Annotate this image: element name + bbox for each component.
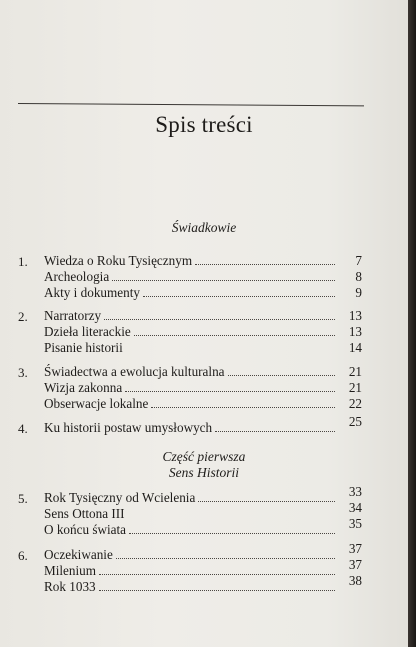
toc-entry-label: Milenium bbox=[44, 563, 97, 578]
toc-entry-label: Rok 1033 bbox=[44, 579, 96, 594]
toc-entry-label: Sens Ottona III bbox=[44, 506, 125, 521]
toc-entry-page: 21 bbox=[348, 364, 362, 379]
dot-leader bbox=[134, 334, 335, 336]
toc-entry-label: Wiedza o Roku Tysięcznym bbox=[44, 253, 193, 268]
toc-entry-label: Świadectwa a ewolucja kulturalna bbox=[44, 364, 225, 379]
toc-entry bbox=[44, 364, 362, 380]
dot-leader bbox=[99, 573, 335, 575]
toc-entry-page: 34 bbox=[348, 500, 362, 515]
dot-leader bbox=[198, 500, 335, 502]
section-heading-text: Świadkowie bbox=[171, 220, 237, 235]
toc-entry-page: 25 bbox=[348, 414, 362, 429]
chapter-number: 6. bbox=[18, 548, 28, 563]
dot-leader bbox=[151, 406, 335, 408]
toc-entry bbox=[44, 573, 362, 595]
chapter-number: 1. bbox=[18, 254, 28, 269]
chapter-number: 4. bbox=[18, 421, 28, 436]
toc-entry-label: Pisanie historii bbox=[44, 340, 123, 355]
dot-leader bbox=[104, 318, 335, 320]
toc-entry-page: 37 bbox=[348, 541, 362, 556]
toc-entry bbox=[44, 253, 362, 269]
toc-entry bbox=[44, 396, 362, 412]
toc-entry-label: Oczekiwanie bbox=[44, 547, 113, 562]
dot-leader bbox=[126, 351, 335, 352]
dot-leader bbox=[125, 390, 335, 392]
dot-leader bbox=[112, 279, 335, 281]
toc-entry-page: 33 bbox=[348, 484, 362, 499]
toc-entry bbox=[44, 308, 362, 324]
toc-entry bbox=[44, 557, 362, 579]
toc-entry-label: Ku historii postaw umysłowych bbox=[44, 420, 213, 435]
toc-entry-page: 35 bbox=[348, 516, 362, 531]
toc-entry bbox=[44, 541, 362, 563]
section-heading-part-one bbox=[0, 449, 408, 481]
page-title: Spis treści bbox=[155, 112, 253, 137]
dot-leader bbox=[215, 430, 335, 432]
toc-entry-label: Wizja zakonna bbox=[44, 380, 123, 395]
toc-entry-label: Obserwacje lokalne bbox=[44, 396, 149, 411]
toc-entry bbox=[44, 269, 362, 285]
toc-entry bbox=[44, 340, 362, 356]
toc-entry bbox=[44, 500, 362, 522]
dot-leader bbox=[129, 532, 335, 534]
toc-entry bbox=[44, 324, 362, 340]
toc-entry bbox=[44, 285, 362, 301]
toc-entry-label: Narratorzy bbox=[44, 308, 102, 323]
toc-entry bbox=[44, 414, 362, 436]
toc-entry-page: 7 bbox=[355, 253, 362, 268]
toc-entry-page: 37 bbox=[348, 557, 362, 572]
dot-leader bbox=[99, 589, 335, 591]
book-edge bbox=[408, 0, 416, 647]
toc-entry-label: Akty i dokumenty bbox=[44, 285, 140, 300]
dot-leader bbox=[228, 374, 335, 376]
chapter-number: 3. bbox=[18, 365, 28, 380]
dot-leader bbox=[143, 295, 335, 297]
toc-entry-page: 21 bbox=[348, 380, 362, 395]
section-heading-subtitle: Sens Historii bbox=[168, 465, 240, 480]
toc-entry bbox=[44, 380, 362, 396]
toc-entry-page: 22 bbox=[348, 396, 362, 411]
toc-entry-page: 38 bbox=[348, 573, 362, 588]
toc-entry-page: 8 bbox=[355, 269, 362, 284]
toc-entry bbox=[44, 516, 362, 538]
toc-entry-label: Archeologia bbox=[44, 269, 110, 284]
header-rule bbox=[18, 103, 364, 107]
toc-entry-label: Dzieła literackie bbox=[44, 324, 131, 339]
dot-leader bbox=[195, 263, 335, 265]
toc-entry-label: Rok Tysięczny od Wcielenia bbox=[44, 490, 196, 505]
section-heading-witnesses bbox=[0, 220, 408, 236]
toc-entry bbox=[44, 484, 362, 506]
toc-entry-page: 13 bbox=[348, 324, 362, 339]
dot-leader bbox=[128, 517, 335, 518]
chapter-number: 2. bbox=[18, 309, 28, 324]
toc-entry-label: O końcu świata bbox=[44, 522, 127, 537]
dot-leader bbox=[116, 557, 335, 559]
toc-entry-page: 14 bbox=[348, 340, 362, 355]
toc-entry-page: 13 bbox=[348, 308, 362, 323]
chapter-number: 5. bbox=[18, 491, 28, 506]
toc-entry-page: 9 bbox=[355, 285, 362, 300]
section-heading-text: Część pierwsza bbox=[162, 449, 246, 464]
